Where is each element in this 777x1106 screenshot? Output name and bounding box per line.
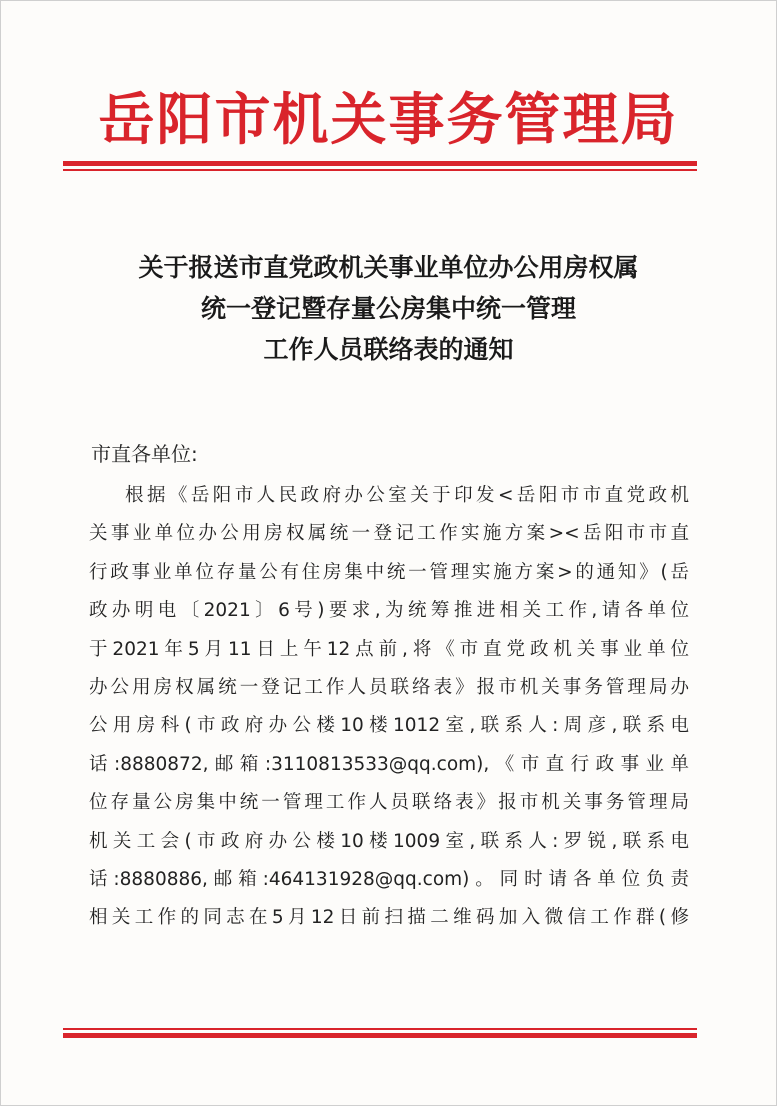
salutation: 市直各单位: [91,442,198,466]
body-line: 政办明电〔2021〕6号)要求,为统筹推进相关工作,请各单位 [89,600,689,622]
body-line: 公用房科(市政府办公楼10楼1012室,联系人:周彦,联系电 [89,715,689,737]
body-paragraph [89,477,689,938]
body-line: 办公用房权属统一登记工作人员联络表》报市机关事务管理局办 [89,676,689,698]
org-header: 岳阳市机关事务管理局 [98,87,679,153]
body-line: 机关工会(市政府办公楼10楼1009室,联系人:罗锐,联系电 [89,830,689,852]
header-red-rule-thick [63,161,697,166]
body-line: 相关工作的同志在5月12日前扫描二维码加入微信工作群(修 [89,907,689,929]
body-line: 位存量公房集中统一管理工作人员联络表》报市机关事务管理局 [89,792,689,814]
title-line: 统一登记暨存量公房集中统一管理 [200,294,576,323]
body-line: 根据《岳阳市人民政府办公室关于印发<岳阳市市直党政机 [125,485,689,506]
footer-red-rule-thick [63,1033,697,1038]
header-red-rule-thin [63,169,697,171]
title-line: 工作人员联络表的通知 [263,335,514,364]
body-line: 行政事业单位存量公有住房集中统一管理实施方案>的通知》(岳 [89,561,689,583]
document-title [61,247,716,370]
body-line: 话:8880886,邮箱:464131928@qq.com)。同时请各单位负责 [89,868,689,890]
body-line: 话:8880872,邮箱:3110813533@qq.com),《市直行政事业单 [89,753,689,775]
title-line: 关于报送市直党政机关事业单位办公用房权属 [138,253,639,282]
footer-red-rule-thin [63,1028,697,1030]
body-line: 关事业单位办公用房权属统一登记工作实施方案><岳阳市市直 [89,523,689,545]
body-line: 于2021年5月11日上午12点前,将《市直党政机关事业单位 [89,638,689,660]
